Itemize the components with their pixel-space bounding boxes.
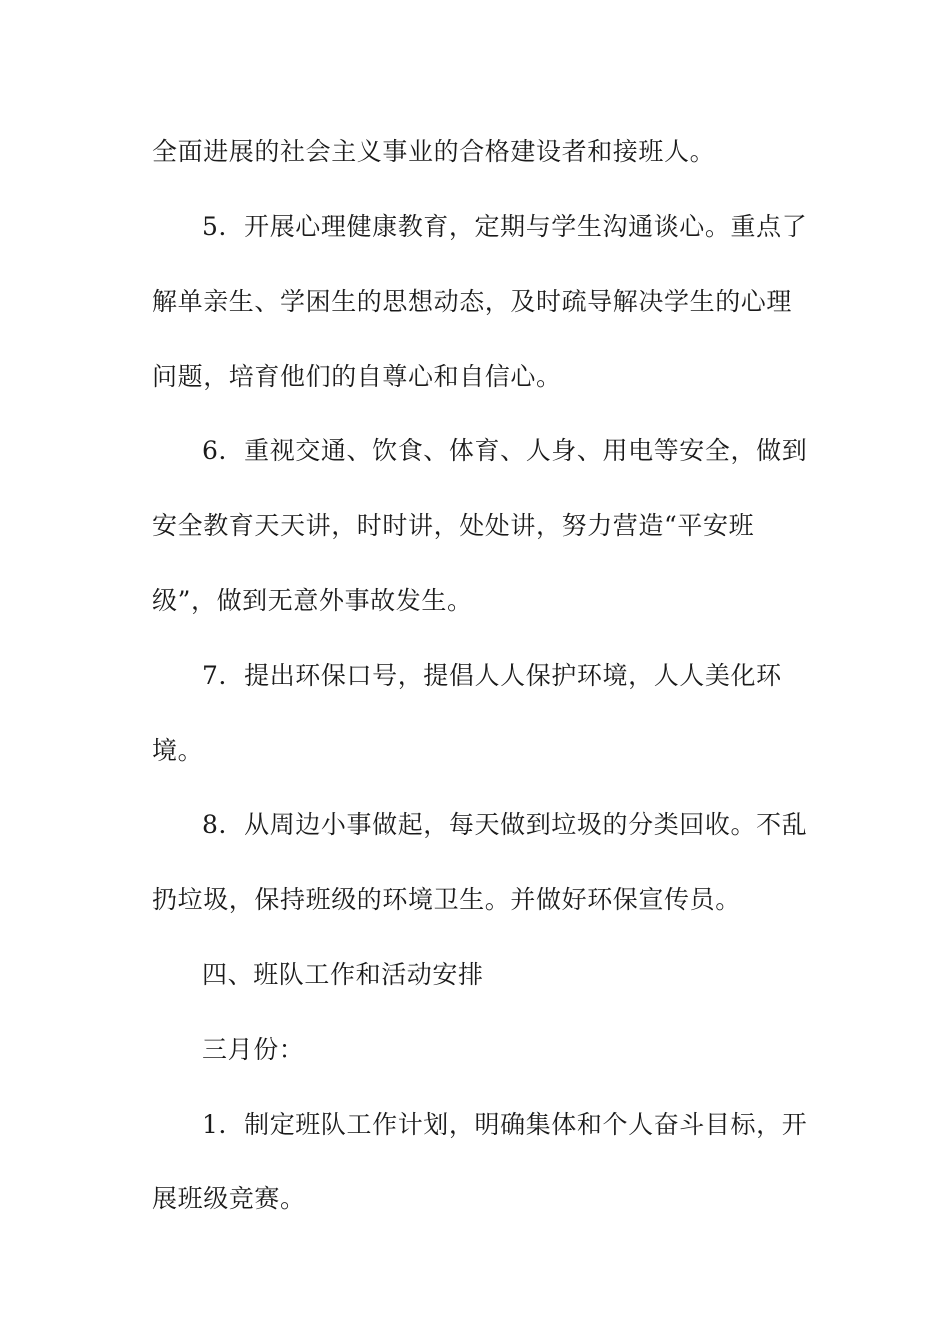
text-line-1: 全面进展的社会主义事业的合格建设者和接班人。 [152,137,716,166]
text-line-9: 境。 [152,736,204,765]
text-line-15: 展班级竞赛。 [152,1184,306,1213]
text-line-4: 问题，培育他们的自尊心和自信心。 [152,362,562,391]
text-line-7: 级”，做到无意外事故发生。 [152,586,473,615]
month-heading: 三月份： [202,1035,305,1064]
text-line-8: 7．提出环保口号，提倡人人保护环境，人人美化环 [202,661,782,690]
text-line-11: 扔垃圾，保持班级的环境卫生。并做好环保宣传员。 [152,885,741,914]
text-line-6: 安全教育天天讲，时时讲，处处讲，努力营造“平安班 [152,511,755,540]
text-line-10: 8．从周边小事做起，每天做到垃圾的分类回收。不乱 [202,810,808,839]
section-heading: 四、班队工作和活动安排 [202,960,484,989]
text-line-14: 1．制定班队工作计划，明确集体和个人奋斗目标，开 [202,1110,808,1139]
text-line-3: 解单亲生、学困生的思想动态，及时疏导解决学生的心理 [152,287,793,316]
text-line-2: 5．开展心理健康教育，定期与学生沟通谈心。重点了 [202,212,808,241]
text-line-5: 6．重视交通、饮食、体育、人身、用电等安全，做到 [202,436,808,465]
